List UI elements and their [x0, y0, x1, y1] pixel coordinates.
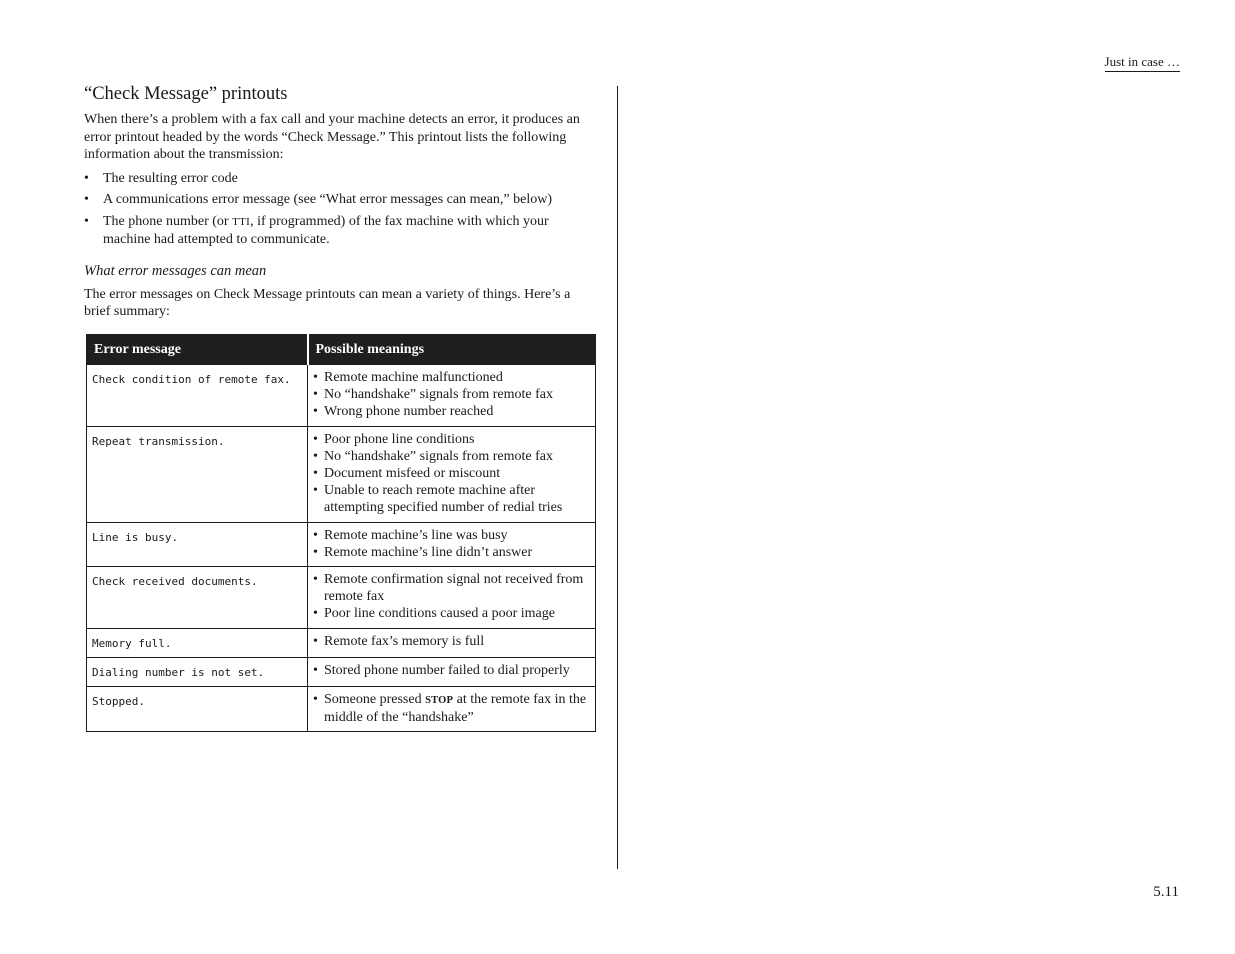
- possible-meanings-cell: [308, 628, 596, 657]
- list-item-text-post: , if programmed) of the fax machine with which your machine had attempted to communicate.: [103, 213, 549, 247]
- meaning-item: [313, 403, 590, 420]
- meaning-text: Remote machine’s line didn’t answer: [324, 544, 533, 560]
- column-header-error-message: Error message: [87, 335, 308, 365]
- info-list: [84, 170, 599, 249]
- bullet-glyph: •: [313, 544, 318, 560]
- meaning-text: Remote confirmation signal not received from remote fax: [324, 572, 584, 605]
- meaning-text: Remote machine’s line was busy: [324, 527, 508, 543]
- bullet-glyph: •: [84, 170, 89, 186]
- meaning-item: [313, 448, 590, 465]
- bullet-glyph: •: [84, 213, 89, 229]
- meaning-text: Poor phone line conditions: [324, 431, 475, 447]
- meaning-item: [313, 527, 590, 544]
- section-title: “Check Message” printouts: [84, 84, 288, 104]
- error-message-cell: Repeat transmission.: [87, 426, 308, 522]
- meaning-item: [313, 369, 590, 386]
- meaning-item: [313, 386, 590, 403]
- meaning-text: Remote fax’s memory is full: [324, 633, 485, 649]
- possible-meanings-cell: [308, 657, 596, 686]
- meaning-item: [313, 571, 590, 605]
- meaning-text: Document misfeed or miscount: [324, 466, 501, 482]
- meaning-text: No “handshake” signals from remote fax: [324, 387, 553, 403]
- error-message-cell: Check received documents.: [87, 567, 308, 629]
- table-header-row: [87, 335, 596, 365]
- bullet-glyph: •: [313, 404, 318, 420]
- bullet-glyph: •: [313, 387, 318, 403]
- meaning-item: [313, 544, 590, 561]
- error-message-cell: Line is busy.: [87, 522, 308, 566]
- bullet-glyph: •: [313, 527, 318, 543]
- stop-key-label: STOP: [425, 695, 454, 707]
- bullet-glyph: •: [313, 431, 318, 447]
- list-item-text: The resulting error code: [103, 170, 238, 186]
- table-row: [87, 426, 596, 522]
- meaning-text: Unable to reach remote machine after attempting specified number of redial tries: [324, 483, 563, 516]
- possible-meanings-cell: [308, 365, 596, 427]
- meaning-item: [313, 691, 590, 726]
- table-row: [87, 628, 596, 657]
- error-message-table: [86, 334, 596, 732]
- table-row: [87, 365, 596, 427]
- tti-abbrev: TTI: [232, 215, 251, 228]
- list-item: [84, 191, 599, 209]
- column-divider: [617, 86, 618, 869]
- meaning-item: [313, 662, 590, 679]
- meaning-text: No “handshake” signals from remote fax: [324, 448, 553, 464]
- subsection-title: What error messages can mean: [84, 262, 267, 279]
- meaning-text: Remote machine malfunctioned: [324, 370, 503, 385]
- bullet-glyph: •: [313, 692, 318, 708]
- table-row: [87, 567, 596, 629]
- meaning-text-post: at the remote fax in the middle of the “handshake”: [324, 692, 587, 726]
- meaning-item: [313, 633, 590, 650]
- list-item-text: A communications error message (see “What error messages can mean,” below): [103, 192, 552, 207]
- meaning-item: [313, 431, 590, 448]
- running-header: Just in case …: [1105, 54, 1180, 72]
- section-intro: When there’s a problem with a fax call and your machine detects an error, it produces an error printout headed by the words “Check Message.” This printout lists the following information about the transmission:: [84, 112, 580, 162]
- bullet-glyph: •: [313, 448, 318, 464]
- left-column: [84, 83, 599, 321]
- table-row: [87, 687, 596, 732]
- list-item: [84, 213, 599, 249]
- meaning-text: Stored phone number failed to dial properly: [324, 662, 570, 678]
- bullet-glyph: •: [313, 662, 318, 678]
- bullet-glyph: •: [84, 192, 89, 207]
- error-message-cell: Memory full.: [87, 628, 308, 657]
- error-message-cell: Dialing number is not set.: [87, 657, 308, 686]
- meaning-text: Poor line conditions caused a poor image: [324, 606, 555, 622]
- page-number: 5.11: [1153, 884, 1179, 900]
- table-row: [87, 657, 596, 686]
- bullet-glyph: •: [313, 606, 318, 622]
- table-body: [87, 365, 596, 732]
- list-item-text-pre: The phone number (or: [103, 213, 233, 229]
- meaning-item: [313, 605, 590, 622]
- possible-meanings-cell: [308, 567, 596, 629]
- possible-meanings-cell: [308, 426, 596, 522]
- bullet-glyph: •: [313, 633, 318, 649]
- meaning-item: [313, 465, 590, 482]
- bullet-glyph: •: [313, 572, 318, 588]
- error-message-cell: Check condition of remote fax.: [87, 365, 308, 427]
- bullet-glyph: •: [313, 483, 318, 499]
- possible-meanings-cell: [308, 687, 596, 732]
- bullet-glyph: •: [313, 466, 318, 482]
- possible-meanings-cell: [308, 522, 596, 566]
- subsection-intro: The error messages on Check Message printouts can mean a variety of things. Here’s a brief summary:: [84, 286, 571, 319]
- meaning-text: Wrong phone number reached: [324, 404, 494, 420]
- list-item: [84, 170, 599, 188]
- error-message-cell: Stopped.: [87, 687, 308, 732]
- column-header-possible-meanings: Possible meanings: [308, 335, 596, 365]
- meaning-item: [313, 482, 590, 516]
- meaning-text-pre: Someone pressed: [324, 692, 426, 708]
- bullet-glyph: •: [313, 370, 318, 385]
- table-row: [87, 522, 596, 566]
